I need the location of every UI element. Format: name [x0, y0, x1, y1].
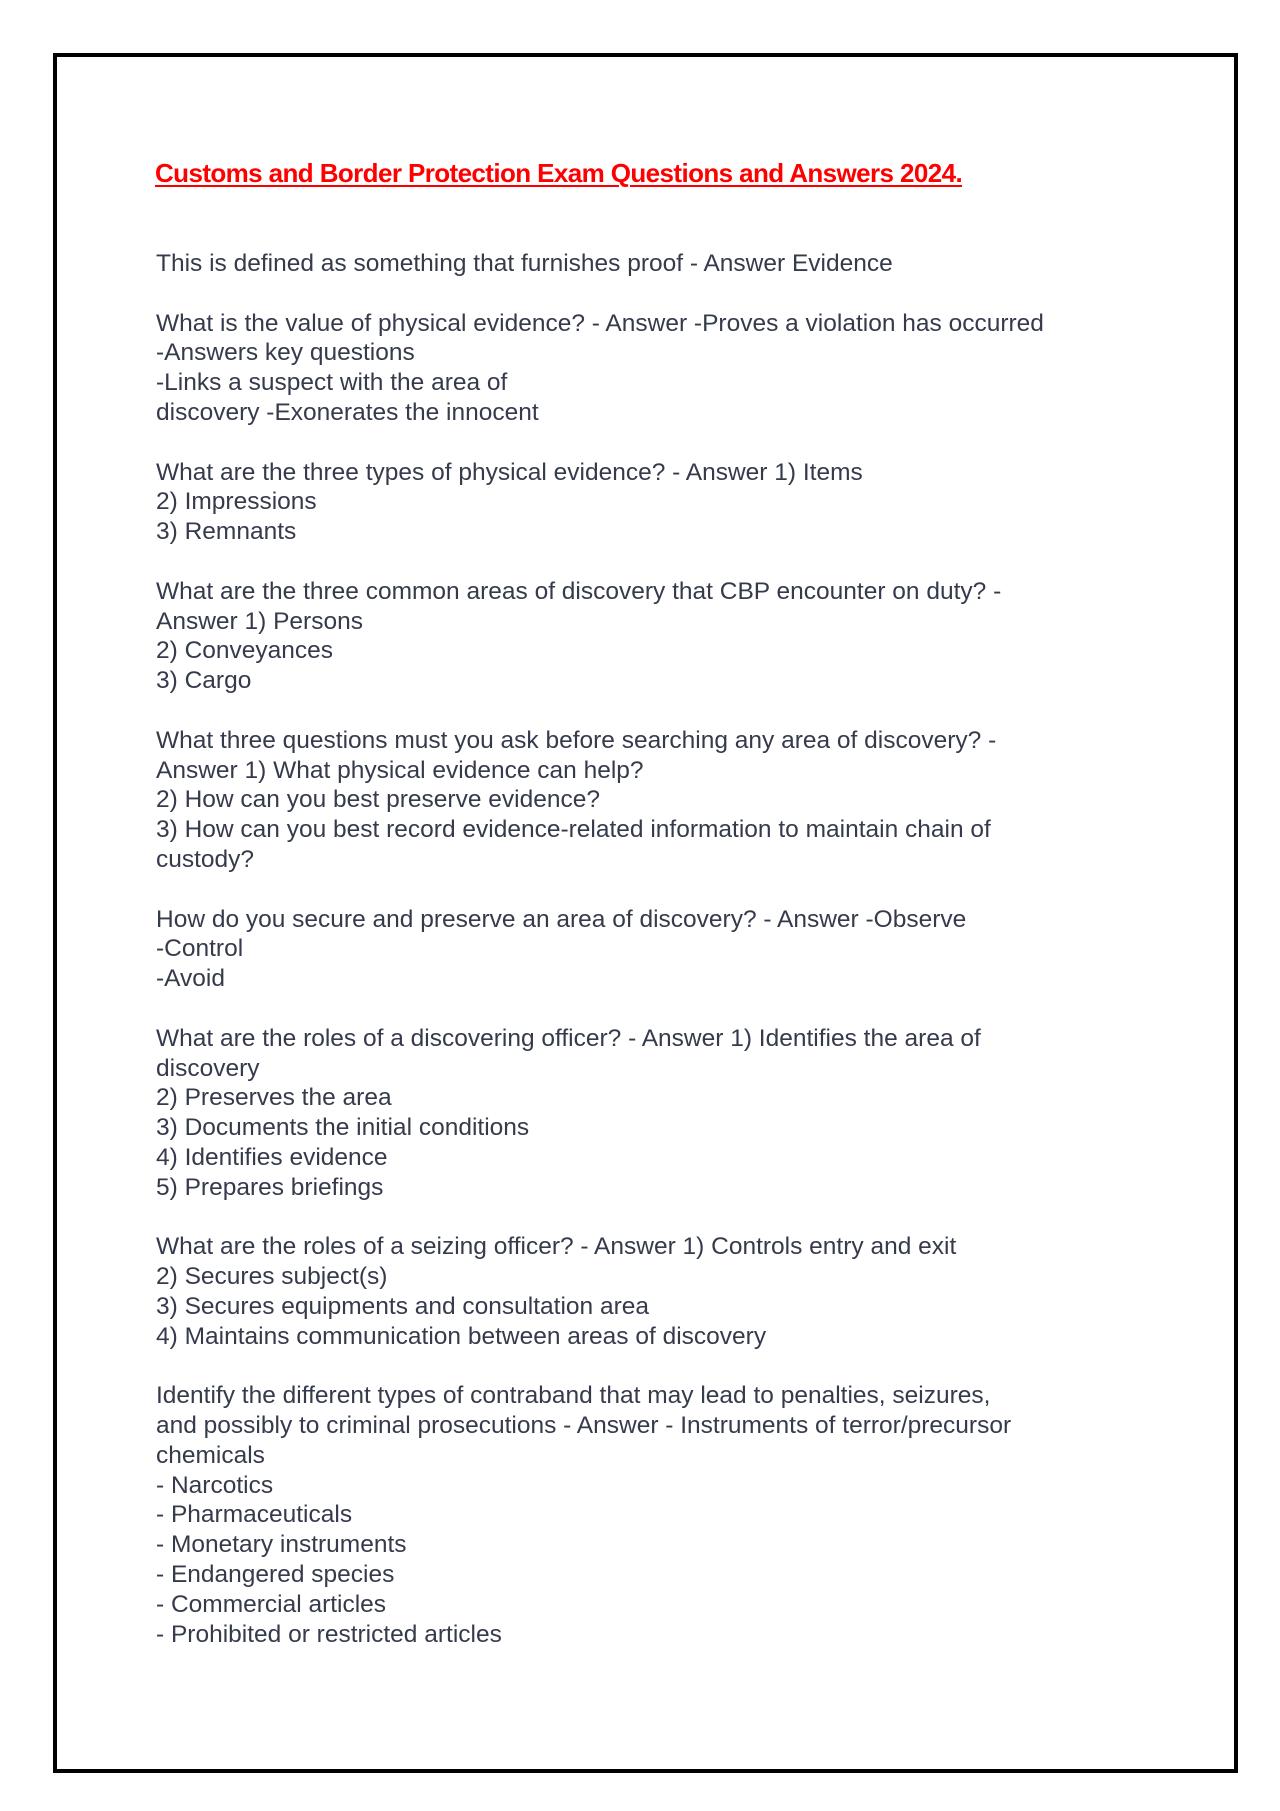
- answer-line: 4) Maintains communication between areas of discovery: [156, 1322, 767, 1350]
- qa-item: [156, 1381, 1116, 1649]
- qa-item: [156, 1024, 1116, 1203]
- answer-line: 2) Conveyances: [156, 637, 334, 665]
- answer-line: - Pharmaceuticals: [156, 1501, 353, 1529]
- question-line: This is defined as something that furnishes proof - Answer Evidence: [156, 250, 893, 277]
- answer-line: - Endangered species: [156, 1561, 395, 1589]
- answer-line: discovery -Exonerates the innocent: [156, 398, 539, 426]
- qa-item: [156, 905, 1116, 994]
- answer-line: discovery: [156, 1054, 260, 1082]
- document-title: Customs and Border Protection Exam Questions and Answers 2024.: [155, 158, 963, 188]
- answer-line: - Narcotics: [156, 1471, 274, 1499]
- qa-item: [156, 309, 1116, 428]
- question-line: What are the three common areas of discovery that CBP encounter on duty? -: [156, 577, 1002, 605]
- answer-line: - Commercial articles: [156, 1590, 387, 1618]
- answer-line: -Avoid: [156, 965, 226, 993]
- answer-line: custody?: [156, 845, 255, 873]
- question-line: What is the value of physical evidence? - Answer -Proves a violation has occurred: [156, 309, 1044, 337]
- answer-line: 4) Identifies evidence: [156, 1143, 388, 1171]
- answer-line: 2) How can you best preserve evidence?: [156, 786, 600, 814]
- qa-item: [156, 249, 1116, 279]
- answer-line: 2) Secures subject(s): [156, 1263, 388, 1291]
- answer-line: - Prohibited or restricted articles: [156, 1620, 502, 1648]
- answer-line: 2) Preserves the area: [156, 1084, 392, 1112]
- qa-item: [156, 1232, 1116, 1351]
- answer-line: 3) Secures equipments and consultation area: [156, 1292, 650, 1320]
- question-line: Identify the different types of contraband that may lead to penalties, seizures,: [156, 1382, 991, 1410]
- answer-line: Answer 1) Persons: [156, 607, 363, 635]
- answer-line: chemicals: [156, 1441, 265, 1469]
- question-line: What three questions must you ask before searching any area of discovery? -: [156, 726, 997, 754]
- answer-line: -Links a suspect with the area of: [156, 369, 508, 397]
- qa-item: [156, 726, 1116, 875]
- question-line: How do you secure and preserve an area of discovery? - Answer -Observe: [156, 905, 967, 933]
- answer-line: -Answers key questions: [156, 339, 415, 367]
- qa-item: [156, 458, 1116, 547]
- answer-line: 3) Documents the initial conditions: [156, 1114, 530, 1142]
- answer-line: -Control: [156, 935, 244, 963]
- answer-line: 3) Cargo: [156, 667, 252, 695]
- answer-line: - Monetary instruments: [156, 1531, 407, 1559]
- question-line: What are the three types of physical evidence? - Answer 1) Items: [156, 458, 863, 486]
- answer-line: and possibly to criminal prosecutions - Answer - Instruments of terror/precursor: [156, 1412, 1012, 1440]
- question-line: What are the roles of a seizing officer? - Answer 1) Controls entry and exit: [156, 1233, 957, 1261]
- qa-item: [156, 577, 1116, 696]
- qa-content: [156, 249, 1116, 1679]
- answer-line: 3) Remnants: [156, 518, 297, 546]
- question-line: What are the roles of a discovering officer? - Answer 1) Identifies the area of: [156, 1024, 981, 1052]
- answer-line: 3) How can you best record evidence-related information to maintain chain of: [156, 816, 991, 844]
- answer-line: 2) Impressions: [156, 488, 317, 516]
- answer-line: Answer 1) What physical evidence can help?: [156, 756, 644, 784]
- answer-line: 5) Prepares briefings: [156, 1173, 384, 1201]
